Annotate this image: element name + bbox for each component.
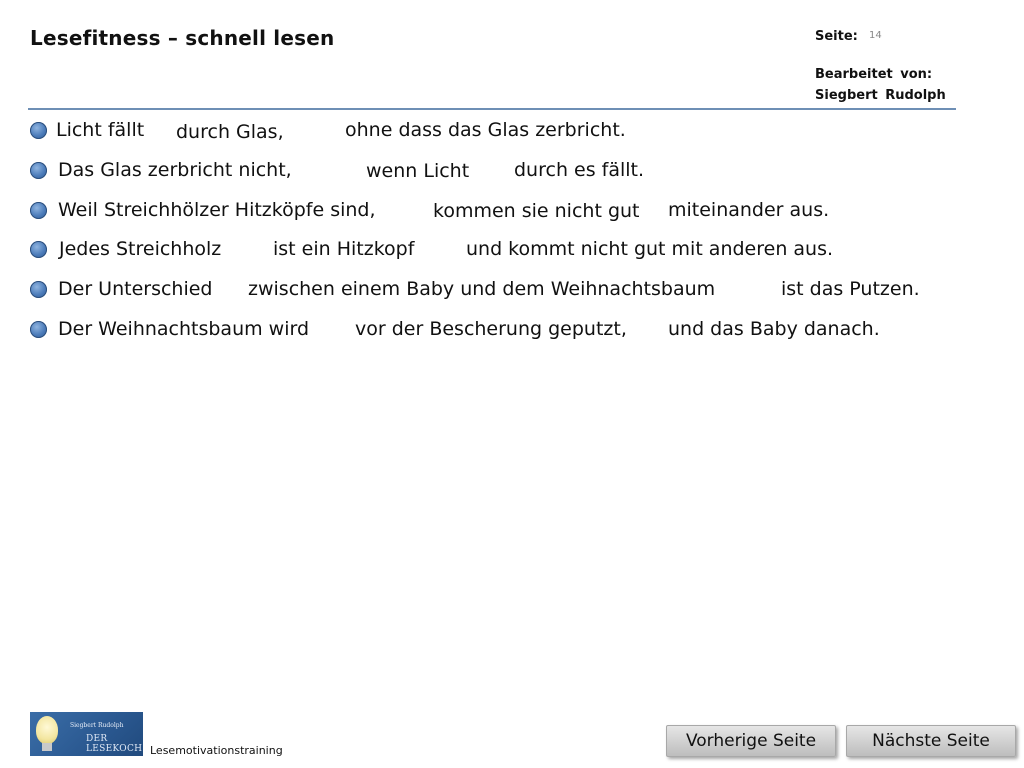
lightbulb-base-icon — [42, 743, 52, 751]
sentence-segment: ist das Putzen. — [781, 278, 920, 300]
sentence-segment: Das Glas zerbricht nicht, — [58, 159, 292, 181]
sentence-segment: miteinander aus. — [668, 199, 830, 221]
sentence-row — [0, 119, 1024, 145]
sentence-segment: Jedes Streichholz — [59, 238, 222, 260]
sentence-segment: Der Unterschied — [58, 278, 213, 300]
logo-author-text: Siegbert Rudolph — [70, 722, 124, 729]
logo-brand-text: DER LESEKOCH — [86, 734, 143, 754]
footer-label: Lesemotivationstraining — [150, 744, 283, 757]
sentence-segment: Licht fällt — [56, 119, 145, 141]
sentence-segment: durch es fällt. — [514, 159, 645, 181]
sentence-row — [0, 159, 1024, 185]
author-name: Siegbert Rudolph — [815, 88, 946, 103]
next-page-button[interactable]: Nächste Seite — [846, 725, 1016, 757]
sentence-row — [0, 199, 1024, 225]
sentence-row — [0, 278, 1024, 304]
bullet-icon — [30, 122, 47, 139]
bullet-icon — [30, 162, 47, 179]
bullet-icon — [30, 281, 47, 298]
previous-page-button[interactable]: Vorherige Seite — [666, 725, 836, 757]
bullet-icon — [30, 202, 47, 219]
sentence-segment: Weil Streichhölzer Hitzköpfe sind, — [58, 199, 376, 221]
page-label: Seite: — [815, 29, 858, 44]
sentence-segment: Der Weihnachtsbaum wird — [58, 318, 310, 340]
lightbulb-icon — [36, 716, 58, 744]
page-title: Lesefitness – schnell lesen — [30, 26, 335, 50]
sentence-segment: und das Baby danach. — [668, 318, 880, 340]
sentence-segment: durch Glas, — [176, 121, 284, 143]
sentence-segment: zwischen einem Baby und dem Weihnachtsbaum — [248, 278, 716, 300]
edited-by-label: Bearbeitet von: — [815, 67, 933, 82]
sentence-row — [0, 318, 1024, 344]
sentence-row — [0, 238, 1024, 264]
sentence-segment: wenn Licht — [366, 160, 470, 182]
sentence-segment: vor der Bescherung geputzt, — [355, 318, 627, 340]
bullet-icon — [30, 241, 47, 258]
bullet-icon — [30, 321, 47, 338]
page-number: 14 — [869, 30, 882, 41]
sentence-segment: und kommt nicht gut mit anderen aus. — [466, 238, 834, 260]
header-divider — [28, 108, 956, 110]
sentence-segment: ohne dass das Glas zerbricht. — [345, 119, 626, 141]
lesekoch-logo — [30, 712, 143, 756]
sentence-segment: kommen sie nicht gut — [433, 200, 640, 222]
sentence-segment: ist ein Hitzkopf — [273, 238, 415, 260]
